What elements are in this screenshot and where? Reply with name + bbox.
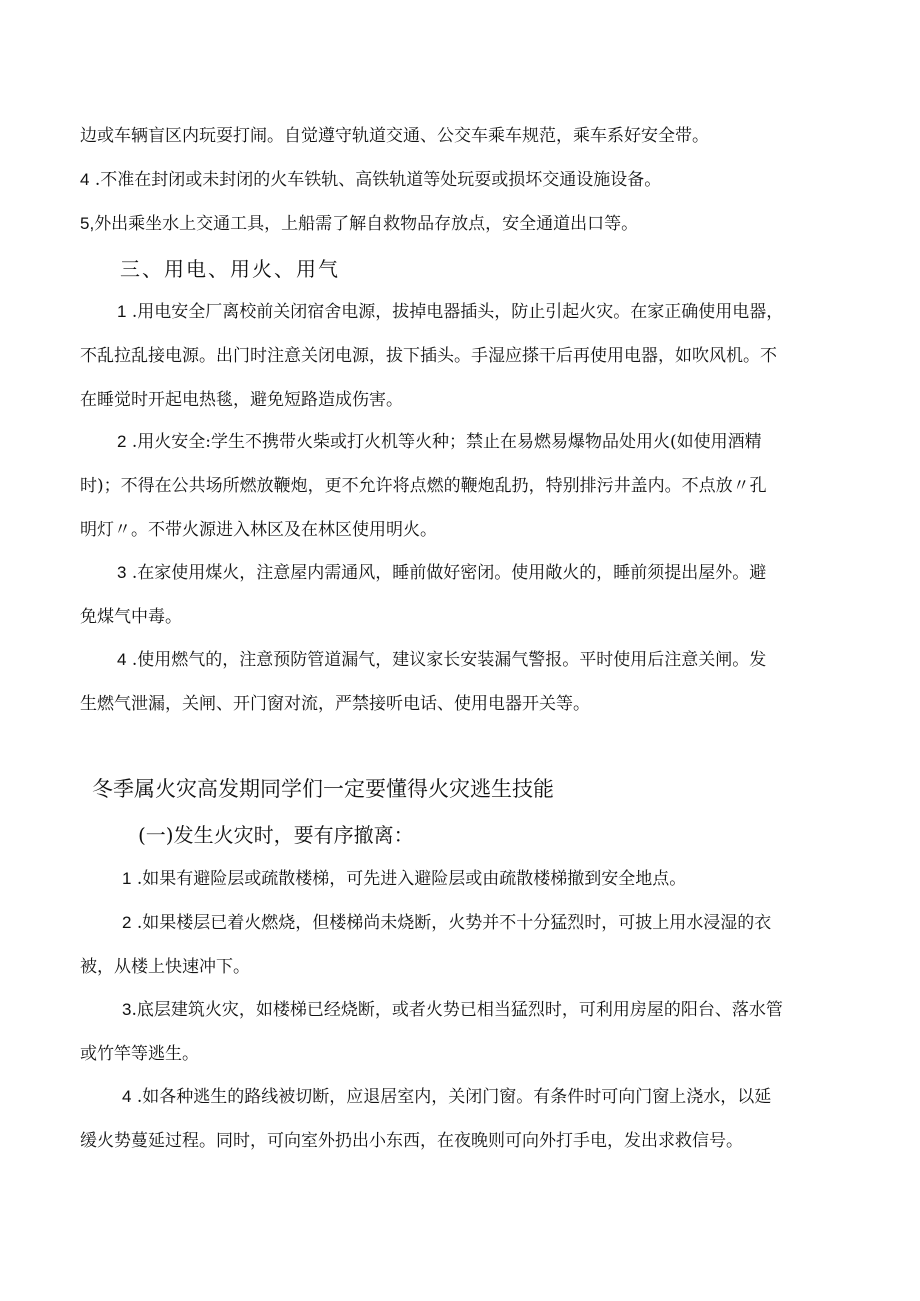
list-item-escape-1 — [80, 857, 686, 901]
text-line — [80, 551, 766, 595]
text-line: 时)；不得在公共场所燃放鞭炮，更不允许将点燃的鞭炮乱扔，特别排污井盖内。不点放〃孔 — [80, 476, 767, 496]
list-item-electric-safety — [80, 290, 783, 422]
text-line: 被，从楼上快速冲下。 — [80, 957, 250, 977]
text-line — [80, 202, 638, 246]
text-line: 免煤气中毒。 — [80, 607, 182, 627]
text-line — [80, 638, 766, 682]
item-text: .用火安全:学生不携带火柴或打火机等火种；禁止在易燃易爆物品处用火(如使用酒精 — [126, 432, 762, 452]
text-line — [80, 420, 767, 464]
fire-escape-title: 冬季属火灾高发期同学们一定要懂得火灾逃生技能 — [92, 777, 554, 801]
item-number: 1 — [117, 302, 127, 321]
text-line: 在睡觉时开起电热毯，避免短路造成伤害。 — [80, 390, 403, 410]
text-line — [80, 1075, 771, 1119]
section-heading-three: 三、用电、用火、用气 — [120, 257, 340, 281]
list-item-traffic-5 — [80, 202, 638, 246]
item-number: 5, — [80, 214, 95, 233]
text-line: 明灯〃。不带火源进入林区及在林区使用明火。 — [80, 520, 437, 540]
item-number: 4 — [122, 1087, 132, 1106]
paragraph-traffic-tail — [80, 114, 709, 158]
text-line: 边或车辆盲区内玩耍打闹。自觉遵守轨道交通、公交车乘车规范，乘车系好安全带。 — [80, 126, 709, 146]
item-text: .如果有避险层或疏散楼梯，可先进入避险层或由疏散楼梯撤到安全地点。 — [131, 869, 687, 889]
item-text: .如果楼层已着火燃烧，但楼梯尚未烧断，火势并不十分猛烈时，可披上用水浸湿的衣 — [131, 913, 772, 933]
list-item-escape-2 — [80, 901, 771, 989]
text-line — [80, 901, 771, 945]
item-text: .如各种逃生的路线被切断，应退居室内，关闭门窗。有条件时可向门窗上浇水，以延 — [131, 1087, 772, 1107]
text-line: 或竹竿等逃生。 — [80, 1044, 199, 1064]
item-number: 2 — [122, 913, 132, 932]
text-line: 缓火势蔓延过程。同时，可向室外扔出小东西，在夜晚则可向外打手电，发出求救信号。 — [80, 1131, 743, 1151]
item-number: 2 — [117, 432, 127, 451]
fire-escape-subheading: (一)发生火灾时，要有序撤离： — [138, 823, 414, 847]
item-text: .在家使用煤火，注意屋内需通风，睡前做好密闭。使用敞火的，睡前须提出屋外。避 — [126, 563, 767, 583]
list-item-escape-4 — [80, 1075, 771, 1163]
item-number: 3 — [122, 1000, 132, 1019]
item-text: 外出乘坐水上交通工具，上船需了解自救物品存放点，安全通道出口等。 — [94, 214, 639, 234]
text-line — [80, 988, 783, 1032]
item-number: 1 — [122, 869, 132, 888]
list-item-fire-safety — [80, 420, 767, 552]
text-line: 不乱拉乱接电源。出门时注意关闭电源，拔下插头。手湿应搽干后再使用电器，如吹风机。不 — [80, 346, 777, 366]
item-text: .底层建筑火灾，如楼梯已经烧断，或者火势已相当猛烈时，可利用房屋的阳台、落水管 — [131, 1000, 783, 1020]
item-number: 4 — [80, 170, 90, 189]
text-line — [80, 158, 661, 202]
item-text: .使用燃气的，注意预防管道漏气，建议家长安装漏气警报。平时使用后注意关闸。发 — [126, 650, 767, 670]
list-item-gas-safety — [80, 638, 766, 726]
item-text: .不准在封闭或未封闭的火车铁轨、高铁轨道等处玩耍或损坏交通设施设备。 — [89, 170, 662, 190]
item-number: 3 — [117, 563, 127, 582]
text-line — [80, 290, 783, 334]
list-item-coal-fire — [80, 551, 766, 639]
list-item-traffic-4 — [80, 158, 661, 202]
text-line: 生燃气泄漏，关闸、开门窗对流，严禁接听电话、使用电器开关等。 — [80, 694, 590, 714]
list-item-escape-3 — [80, 988, 783, 1076]
item-text: .用电安全厂离校前关闭宿舍电源，拔掉电器插头，防止引起火灾。在家正确使用电器， — [126, 302, 784, 322]
text-line — [80, 857, 686, 901]
item-number: 4 — [117, 650, 127, 669]
